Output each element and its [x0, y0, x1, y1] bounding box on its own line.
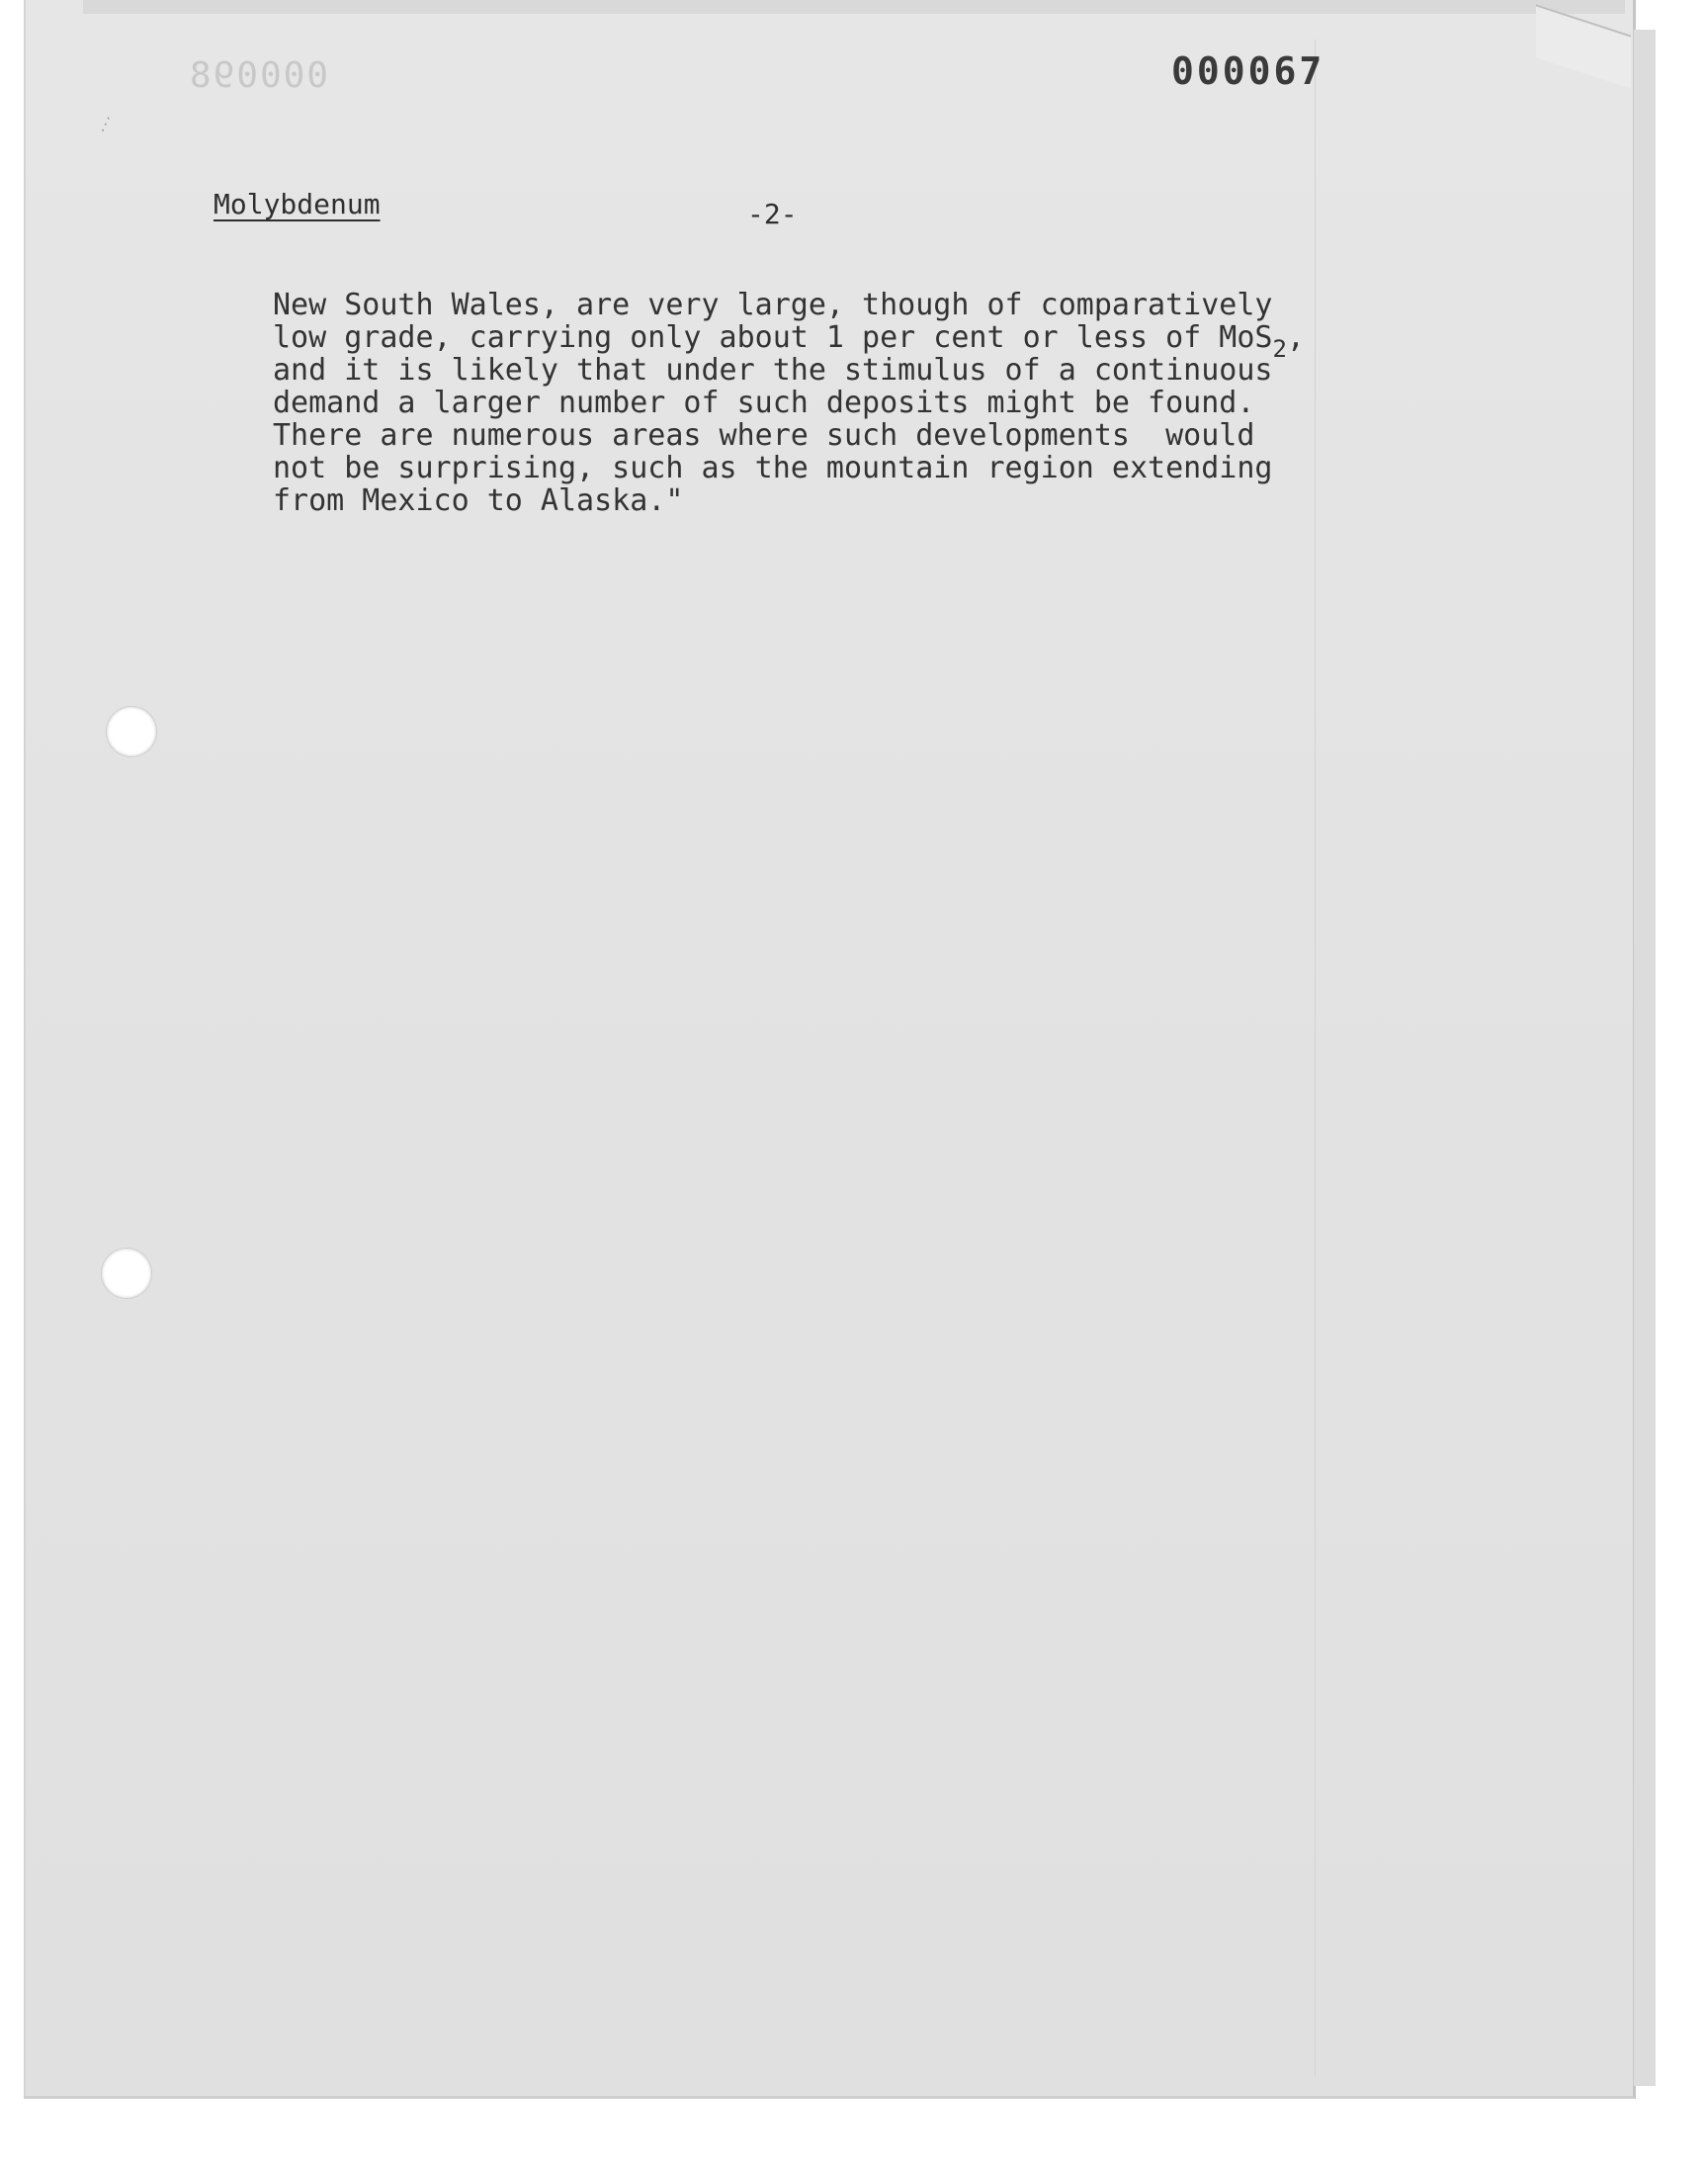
section-title: Molybdenum — [214, 188, 381, 220]
body-paragraph — [273, 289, 1400, 517]
body-line-1: New South Wales, are very large, though of comparatively — [273, 288, 1273, 322]
page-number: -2- — [747, 198, 798, 230]
subscript-2: 2 — [1272, 335, 1287, 363]
body-line-2-text: low grade, carrying only about 1 per cent or less of MoS — [273, 320, 1273, 355]
document-stamp-number: 000067 — [1171, 49, 1325, 93]
stray-pen-mark: ⋰ — [96, 115, 116, 134]
body-line-7: from Mexico to Alaska." — [273, 483, 684, 518]
mirrored-stamp-number: 000098 — [188, 55, 329, 96]
body-line-6: not be surprising, such as the mountain region extending — [273, 451, 1273, 485]
punch-hole-lower — [101, 1248, 152, 1299]
subscript-comma: , — [1286, 320, 1305, 355]
body-line-5: There are numerous areas where such developments would — [273, 418, 1255, 453]
body-line-3: and it is likely that under the stimulus of a continuous — [273, 353, 1273, 388]
punch-hole-upper — [106, 706, 157, 757]
body-line-2 — [273, 320, 1400, 363]
body-line-4: demand a larger number of such deposits might be found. — [273, 386, 1255, 420]
page-top-edge — [83, 0, 1625, 14]
page-right-edge — [1633, 30, 1656, 2086]
